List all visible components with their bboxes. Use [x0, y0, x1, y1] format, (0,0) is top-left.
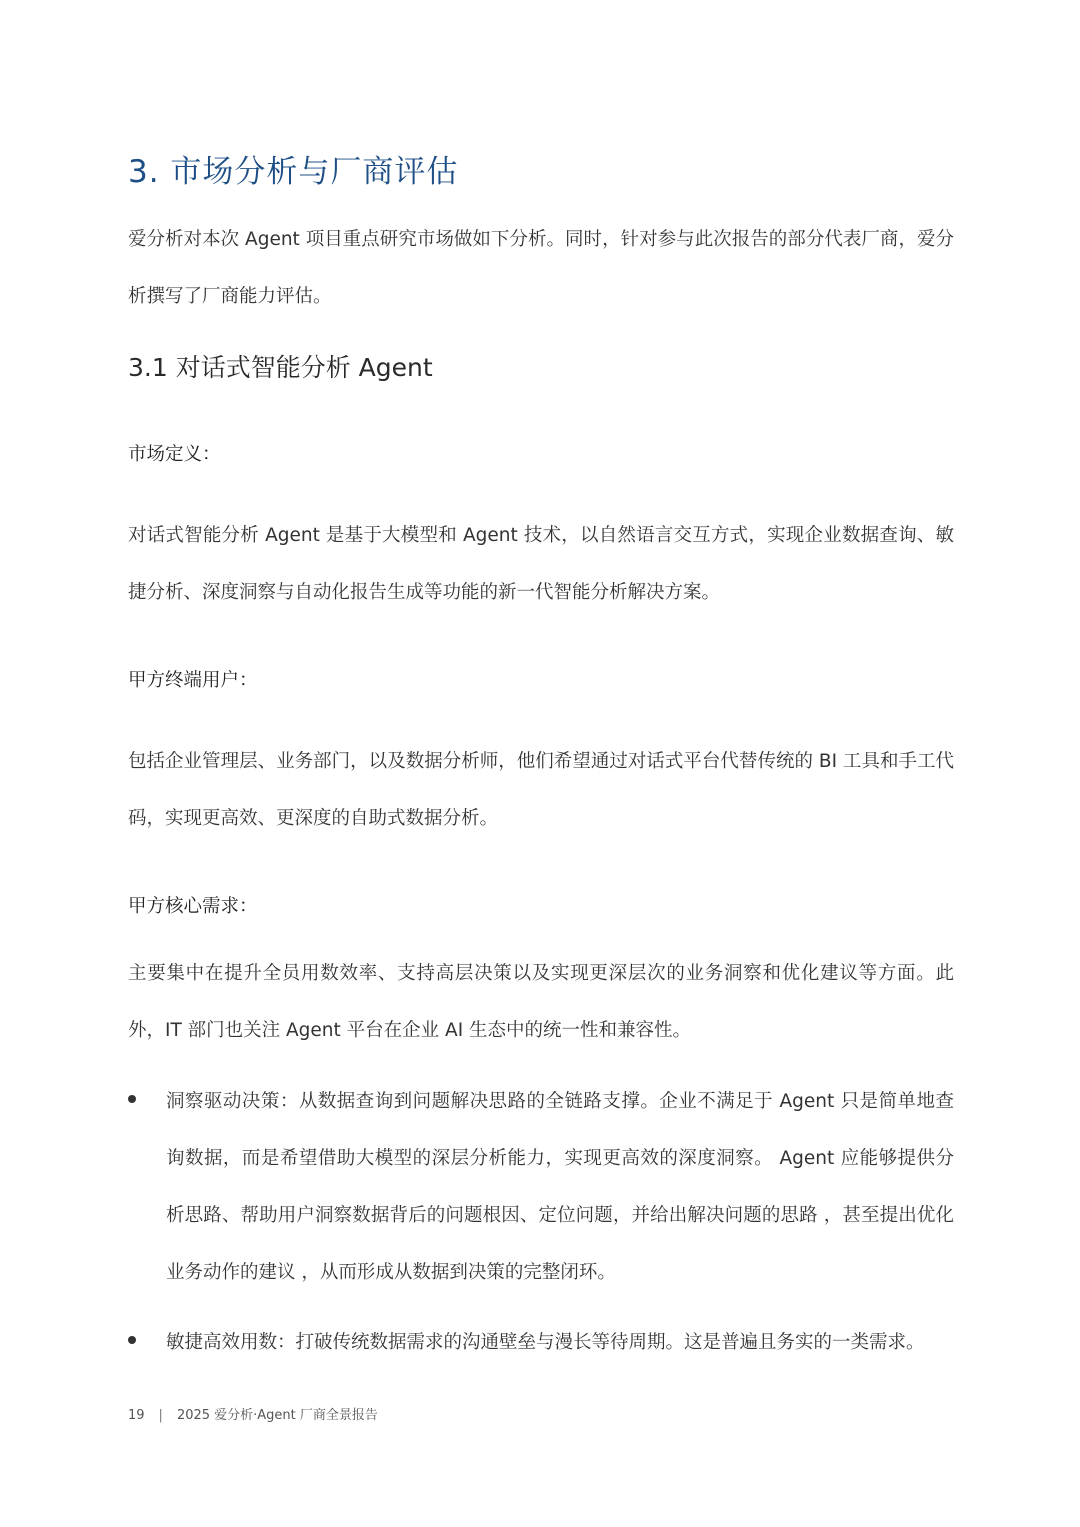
core-needs-paragraph: 主要集中在提升全员用数效率、支持高层决策以及实现更深层次的业务洞察和优化建议等方面。此外，IT 部门也关注 Agent 平台在企业 AI 生态中的统一性和兼容性。 — [128, 963, 954, 1041]
subsection-title: 3.1 对话式智能分析 Agent — [128, 353, 433, 382]
bullet-text: 洞察驱动决策：从数据查询到问题解决思路的全链路支撑。企业不满足于 Agent 只是简单地查询数据，而是希望借助大模型的深层分析能力，实现更高效的深度洞察。 Agent 应能够提供分析思路、帮助用户洞察数据背后的问题根因、定位问题，并给出解决问题的思路 ，甚至提出优化业务动作的建议 ，从而形成从数据到决策的完整闭环。 — [166, 1091, 954, 1283]
page-footer — [128, 1404, 378, 1423]
end-users-paragraph: 包括企业管理层、业务部门，以及数据分析师，他们希望通过对话式平台代替传统的 BI 工具和手工代码，实现更高效、更深度的自助式数据分析。 — [128, 751, 954, 829]
footer-separator: | — [158, 1408, 163, 1423]
section-intro-paragraph: 爱分析对本次 Agent 项目重点研究市场做如下分析。同时，针对参与此次报告的部分代表厂商，爱分析撰写了厂商能力评估。 — [128, 229, 954, 307]
market-definition-label: 市场定义： — [128, 444, 221, 465]
bullet-dot-icon — [128, 1095, 136, 1103]
core-needs-label: 甲方核心需求： — [128, 896, 258, 917]
bullet-text: 敏捷高效用数：打破传统数据需求的沟通壁垒与漫长等待周期。这是普遍且务实的一类需求。 — [166, 1332, 925, 1353]
section-title: 3. 市场分析与厂商评估 — [128, 154, 459, 190]
bullet-dot-icon — [128, 1336, 136, 1344]
page-number: 19 — [128, 1408, 145, 1423]
report-title: 2025 爱分析·Agent 厂商全景报告 — [176, 1408, 378, 1423]
end-users-label: 甲方终端用户： — [128, 670, 258, 691]
market-definition-paragraph: 对话式智能分析 Agent 是基于大模型和 Agent 技术，以自然语言交互方式，实现企业数据查询、敏捷分析、深度洞察与自动化报告生成等功能的新一代智能分析解决方案。 — [128, 525, 954, 603]
